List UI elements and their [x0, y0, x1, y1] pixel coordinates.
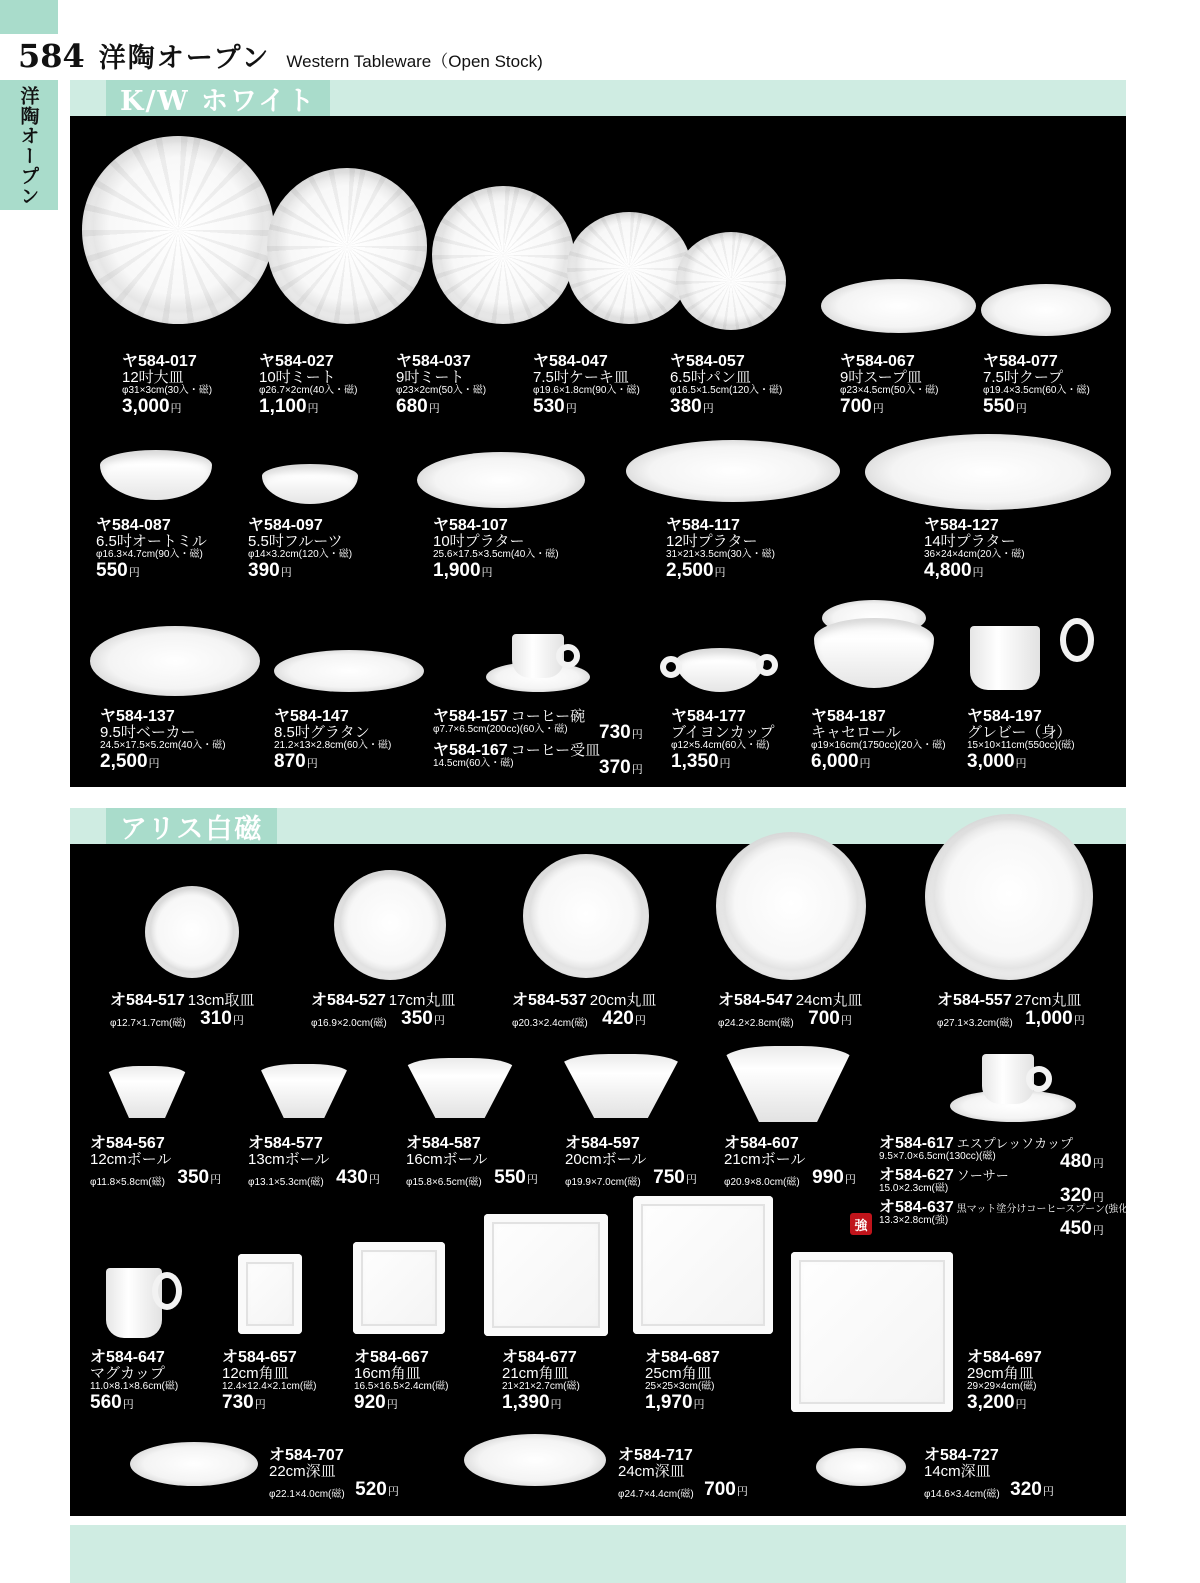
product-label: [983, 353, 1090, 418]
product-name: 22cm深皿: [269, 1463, 336, 1481]
product-label: [311, 992, 455, 1030]
product-name: コーヒー碗: [510, 708, 586, 725]
product-label: [565, 1135, 697, 1189]
product-price: 700: [704, 1479, 736, 1501]
product-code: オ584-657: [222, 1349, 297, 1366]
oatmeal-bowl-image: [100, 450, 212, 500]
product-name: 27cm丸皿: [1014, 992, 1082, 1009]
product-name: 9.5吋ベーカー: [100, 724, 196, 742]
plate-9in-image: [432, 186, 574, 324]
product-price: 430: [336, 1167, 368, 1189]
product-name: 16cmボール: [406, 1151, 488, 1169]
product-spec: φ23×4.5cm(50入・磁): [840, 385, 939, 397]
product-label: [724, 1135, 856, 1189]
product-code: ヤ584-037: [396, 353, 471, 370]
product-code: ヤ584-107: [433, 517, 508, 534]
side-tab-label: 洋陶オープン: [17, 86, 40, 206]
deep-plate-24cm-image: [464, 1434, 606, 1486]
product-price: 4,800: [924, 560, 972, 582]
product-name: 9吋スープ皿: [840, 369, 922, 387]
bowl-20cm-image: [560, 1054, 682, 1118]
product-spec: φ11.8×5.8cm(磁): [90, 1177, 165, 1189]
product-spec: 31×21×3.5cm(30入・磁): [666, 549, 775, 561]
product-spec: 36×24×4cm(20入・磁): [924, 549, 1025, 561]
yen-unit: 円: [170, 403, 182, 416]
product-name: 10吋プラター: [433, 533, 525, 551]
product-spec: 14.5cm(60入・磁): [433, 758, 514, 770]
product-code: オ584-647: [90, 1349, 165, 1366]
product-code: オ584-547: [718, 992, 793, 1009]
product-name: エスプレッソカップ: [956, 1136, 1073, 1151]
product-name: 6.5吋オートミル: [96, 533, 207, 551]
product-label: [666, 517, 775, 582]
yen-unit: 円: [972, 567, 984, 580]
product-name: 17cm丸皿: [388, 992, 456, 1009]
product-name: 10吋ミート: [259, 369, 336, 387]
yen-unit: 円: [387, 1486, 399, 1499]
yen-unit: 円: [1092, 1192, 1104, 1204]
product-name: 8.5吋グラタン: [274, 724, 370, 742]
plate-17cm-image: [334, 870, 446, 980]
product-spec: φ12.7×1.7cm(磁): [110, 1017, 186, 1029]
product-code: ヤ584-117: [666, 517, 740, 534]
product-spec: 16.5×16.5×2.4cm(磁): [354, 1381, 449, 1393]
product-label: [96, 517, 207, 582]
plate-13cm-image: [145, 886, 239, 978]
product-spec: φ16.9×2.0cm(磁): [311, 1017, 387, 1029]
product-name: 24cm丸皿: [795, 992, 863, 1009]
product-name: 24cm深皿: [618, 1463, 685, 1481]
product-label: [122, 353, 212, 418]
product-price: 450: [1060, 1218, 1092, 1239]
product-price: 870: [274, 751, 306, 773]
product-spec: φ26.7×2cm(40入・磁): [259, 385, 358, 397]
product-name: 黒マット塗分けコーヒースプーン(強化): [956, 1204, 1132, 1216]
yen-unit: 円: [634, 1015, 646, 1028]
product-label: [924, 517, 1025, 582]
yen-unit: 円: [232, 1015, 244, 1028]
product-spec: φ19.9×7.0cm(磁): [565, 1177, 641, 1189]
product-code: オ584-727: [924, 1447, 999, 1464]
soup-plate-image: [821, 279, 976, 333]
product-code: オ584-537: [512, 992, 587, 1009]
yen-unit: 円: [210, 1174, 222, 1187]
product-code: オ584-627: [879, 1167, 954, 1185]
product-label: [512, 992, 656, 1030]
gravy-handle-image: [1060, 618, 1094, 662]
product-label: [259, 353, 357, 418]
product-spec: 25×25×3cm(磁): [645, 1381, 715, 1393]
plate-27cm-image: [925, 814, 1093, 980]
yen-unit: 円: [872, 403, 884, 416]
square-plate-29cm-image: [791, 1252, 953, 1412]
product-label: [406, 1135, 538, 1189]
product-price: 370: [599, 757, 631, 778]
product-label: [811, 708, 946, 773]
yen-unit: 円: [122, 1399, 134, 1412]
product-code: オ584-637: [879, 1199, 954, 1217]
product-label: [967, 1349, 1042, 1414]
section-alice-title: アリス白磁: [106, 808, 277, 844]
product-name: 12吋大皿: [122, 369, 184, 387]
product-spec: 15×10×11cm(550cc)(磁): [967, 740, 1075, 752]
yen-unit: 円: [386, 1399, 398, 1412]
product-label: [248, 517, 352, 582]
product-code: オ584-677: [502, 1349, 577, 1366]
product-name: 14cm深皿: [924, 1463, 991, 1481]
product-label: [924, 1447, 1054, 1501]
product-name: 7.5吋ケーキ皿: [533, 369, 629, 387]
product-name: 7.5吋クープ: [983, 369, 1064, 387]
product-spec: φ31×3cm(30入・磁): [122, 385, 213, 397]
product-code: ヤ584-067: [840, 353, 915, 370]
product-spec: φ24.7×4.4cm(磁): [618, 1489, 694, 1501]
platter-12in-image: [626, 440, 840, 502]
product-spec: φ22.1×4.0cm(磁): [269, 1489, 345, 1501]
product-name: グレビー（身）: [967, 724, 1072, 742]
product-spec: φ16.3×4.7cm(90入・磁): [96, 549, 203, 561]
product-price: 380: [670, 396, 702, 418]
square-plate-16cm-image: [353, 1242, 445, 1334]
product-code: オ584-527: [311, 992, 386, 1009]
yen-unit: 円: [307, 403, 319, 416]
coupe-image: [981, 284, 1111, 336]
product-price: 350: [177, 1167, 210, 1189]
yen-unit: 円: [685, 1174, 697, 1187]
product-name: 29cm角皿: [967, 1365, 1034, 1383]
section-kw-title: K/W ホワイト: [106, 80, 330, 116]
product-label: [90, 1135, 221, 1189]
product-price: 320: [1060, 1185, 1092, 1206]
product-price: 420: [602, 1008, 634, 1030]
product-label: [100, 708, 226, 773]
product-label: [433, 517, 559, 582]
product-price: 320: [1010, 1479, 1042, 1501]
product-code: オ584-697: [967, 1349, 1042, 1366]
yen-unit: 円: [1015, 758, 1027, 771]
bouillon-handle-right-image: [756, 654, 778, 676]
product-label: [222, 1349, 317, 1414]
product-spec: φ13.1×5.3cm(磁): [248, 1177, 324, 1189]
yen-unit: 円: [550, 1399, 562, 1412]
product-spec: φ15.8×6.5cm(磁): [406, 1177, 482, 1189]
product-spec: 24.5×17.5×5.2cm(40入・磁): [100, 740, 226, 752]
product-label: [502, 1349, 580, 1414]
product-spec: φ27.1×3.2cm(磁): [937, 1017, 1013, 1029]
mug-image: [106, 1268, 162, 1338]
product-code: オ584-707: [269, 1447, 344, 1464]
product-code: オ584-587: [406, 1135, 481, 1152]
product-price: 6,000: [811, 751, 859, 773]
yen-unit: 円: [254, 1399, 266, 1412]
product-code: ヤ584-057: [670, 353, 745, 370]
bowl-21cm-image: [722, 1046, 854, 1122]
product-name: 20cmボール: [565, 1151, 647, 1169]
product-code: ヤ584-137: [100, 708, 175, 725]
product-spec: φ20.9×8.0cm(磁): [724, 1177, 800, 1189]
product-name: 16cm角皿: [354, 1365, 421, 1383]
product-spec: φ19.6×1.8cm(90入・磁): [533, 385, 640, 397]
product-price: 1,970: [645, 1392, 693, 1414]
product-price: 350: [401, 1008, 433, 1030]
gravy-boat-image: [970, 626, 1040, 690]
product-price: 3,000: [122, 396, 170, 418]
product-price: 550: [494, 1167, 526, 1189]
product-code: ヤ584-177: [671, 708, 746, 725]
product-label: [671, 708, 775, 773]
product-price: 730: [222, 1392, 254, 1414]
square-plate-21cm-image: [484, 1214, 608, 1336]
product-price: 1,000: [1025, 1008, 1073, 1030]
product-label: [618, 1447, 748, 1501]
product-spec: φ19×16cm(1750cc)(20入・磁): [811, 740, 946, 752]
product-price: 3,000: [967, 751, 1015, 773]
product-name: 13cmボール: [248, 1151, 330, 1169]
product-code: オ584-717: [618, 1447, 693, 1464]
bouillon-cup-image: [676, 648, 764, 692]
product-price: 530: [533, 396, 565, 418]
product-name: ソーサー: [956, 1168, 1009, 1184]
plate-10in-image: [267, 168, 427, 324]
platter-10in-image: [417, 452, 585, 508]
product-code: オ584-607: [724, 1135, 799, 1152]
product-price: 750: [653, 1167, 685, 1189]
yen-unit: 円: [1092, 1158, 1104, 1170]
yen-unit: 円: [481, 567, 493, 580]
yen-unit: 円: [631, 764, 643, 776]
footer-band: [70, 1525, 1126, 1583]
product-spec: φ7.7×6.5cm(200cc)(60入・磁): [433, 724, 568, 736]
product-spec: 15.0×2.3cm(磁): [879, 1183, 949, 1195]
product-code: オ584-517: [110, 992, 185, 1009]
product-code: オ584-687: [645, 1349, 720, 1366]
product-label: [433, 708, 600, 770]
casserole-image: [814, 618, 934, 688]
product-price: 730: [599, 722, 631, 743]
deep-plate-22cm-image: [130, 1442, 258, 1486]
product-label: [718, 992, 862, 1030]
square-plate-12cm-image: [238, 1254, 302, 1334]
product-code: ヤ584-047: [533, 353, 608, 370]
product-name: 20cm丸皿: [589, 992, 657, 1009]
product-price: 560: [90, 1392, 122, 1414]
yen-unit: 円: [631, 729, 643, 741]
product-label: [110, 992, 254, 1030]
product-label: [937, 992, 1085, 1030]
fruit-bowl-image: [262, 464, 358, 504]
product-spec: 12.4×12.4×2.1cm(磁): [222, 1381, 317, 1393]
product-label: [269, 1447, 399, 1501]
plate-24cm-image: [716, 832, 866, 980]
baker-image: [90, 626, 260, 696]
plate-65in-image: [676, 232, 786, 330]
yen-unit: 円: [148, 758, 160, 771]
yen-unit: 円: [565, 403, 577, 416]
yen-unit: 円: [433, 1015, 445, 1028]
yen-unit: 円: [280, 567, 292, 580]
product-name: マグカップ: [90, 1365, 165, 1383]
product-code: ヤ584-167: [433, 742, 508, 760]
product-label: [533, 353, 640, 418]
product-spec: 29×29×4cm(磁): [967, 1381, 1037, 1393]
product-price: 550: [983, 396, 1015, 418]
product-spec: φ14×3.2cm(120入・磁): [248, 549, 353, 561]
yen-unit: 円: [840, 1015, 852, 1028]
product-code: オ584-567: [90, 1135, 165, 1152]
product-name: 21cmボール: [724, 1151, 806, 1169]
yen-unit: 円: [526, 1174, 538, 1187]
product-name: 9吋ミート: [396, 369, 465, 387]
product-spec: 21×21×2.7cm(磁): [502, 1381, 580, 1393]
product-name: 21cm角皿: [502, 1365, 569, 1383]
product-code: ヤ584-087: [96, 517, 171, 534]
product-code: オ584-577: [248, 1135, 323, 1152]
product-name: ブイヨンカップ: [671, 724, 775, 742]
bowl-12cm-image: [106, 1066, 188, 1118]
product-spec: φ12×5.4cm(60入・磁): [671, 740, 770, 752]
plate-75in-image: [567, 212, 691, 324]
product-label: [396, 353, 486, 418]
yen-unit: 円: [368, 1174, 380, 1187]
product-code: オ584-617: [879, 1135, 954, 1152]
espresso-handle-image: [1026, 1066, 1052, 1092]
product-name: コーヒー受皿: [510, 742, 601, 760]
yen-unit: 円: [1042, 1486, 1054, 1499]
product-label: [645, 1349, 720, 1414]
yen-unit: 円: [844, 1174, 856, 1187]
product-code: ヤ584-127: [924, 517, 999, 534]
product-name: 6.5吋パン皿: [670, 369, 751, 387]
yen-unit: 円: [702, 403, 714, 416]
product-price: 680: [396, 396, 428, 418]
yen-unit: 円: [693, 1399, 705, 1412]
yen-unit: 円: [306, 758, 318, 771]
product-name: 14吋プラター: [924, 533, 1016, 551]
product-price: 700: [840, 396, 872, 418]
product-price: 700: [808, 1008, 840, 1030]
yen-unit: 円: [719, 758, 731, 771]
product-code: ヤ584-187: [811, 708, 886, 725]
page-header: [18, 36, 543, 76]
product-price: 990: [812, 1167, 844, 1189]
product-code: ヤ584-077: [983, 353, 1058, 370]
product-spec: φ14.6×3.4cm(磁): [924, 1489, 1000, 1501]
product-label: [879, 1135, 1132, 1227]
product-code: ヤ584-027: [259, 353, 334, 370]
product-price: 1,350: [671, 751, 719, 773]
yen-unit: 円: [859, 758, 871, 771]
product-price: 520: [355, 1479, 387, 1501]
yen-unit: 円: [1092, 1225, 1104, 1237]
product-price: 3,200: [967, 1392, 1015, 1414]
product-price: 1,100: [259, 396, 307, 418]
yen-unit: 円: [1015, 403, 1027, 416]
product-label: [840, 353, 938, 418]
coffee-cup-handle-image: [556, 644, 580, 668]
page-number: 584: [18, 37, 85, 75]
product-name: 25cm角皿: [645, 1365, 712, 1383]
product-spec: 25.6×17.5×3.5cm(40入・磁): [433, 549, 559, 561]
product-label: [967, 708, 1075, 773]
bowl-16cm-image: [404, 1058, 516, 1118]
product-label: [670, 353, 782, 418]
product-code: ヤ584-017: [122, 353, 197, 370]
product-price: 480: [1060, 1151, 1092, 1172]
product-spec: φ19.4×3.5cm(60入・磁): [983, 385, 1090, 397]
page-title: 洋陶オープン: [98, 43, 271, 74]
product-code: オ584-557: [937, 992, 1012, 1009]
product-spec: 9.5×7.0×6.5cm(130cc)(磁): [879, 1151, 996, 1163]
product-spec: φ24.2×2.8cm(磁): [718, 1017, 794, 1029]
product-price: 310: [200, 1008, 232, 1030]
product-name: 13cm取皿: [187, 992, 255, 1009]
product-code: ヤ584-197: [967, 708, 1042, 725]
product-name: キャセロール: [811, 724, 901, 742]
product-code: ヤ584-147: [274, 708, 349, 725]
deep-plate-14cm-image: [816, 1448, 906, 1486]
product-spec: φ20.3×2.4cm(磁): [512, 1017, 588, 1029]
yen-unit: 円: [1073, 1015, 1085, 1028]
square-plate-25cm-image: [633, 1196, 773, 1334]
product-code: オ584-667: [354, 1349, 429, 1366]
product-price: 390: [248, 560, 280, 582]
product-price: 2,500: [100, 751, 148, 773]
yen-unit: 円: [714, 567, 726, 580]
yen-unit: 円: [736, 1486, 748, 1499]
yen-unit: 円: [1015, 1399, 1027, 1412]
side-tab: [0, 80, 58, 210]
product-code: ヤ584-157: [433, 708, 508, 725]
product-price: 1,900: [433, 560, 481, 582]
plate-20cm-image: [523, 854, 649, 978]
gratin-image: [274, 650, 424, 692]
mug-handle-image: [152, 1272, 182, 1310]
corner-tab: [0, 0, 58, 34]
product-price: 1,390: [502, 1392, 550, 1414]
platter-14in-image: [865, 434, 1111, 510]
product-name: 12吋プラター: [666, 533, 758, 551]
product-name: 5.5吋フルーツ: [248, 533, 343, 551]
product-spec: 13.3×2.8cm(強): [879, 1215, 949, 1227]
product-spec: 21.2×13×2.8cm(60入・磁): [274, 740, 392, 752]
bouillon-handle-left-image: [660, 656, 682, 678]
product-label: [248, 1135, 380, 1189]
product-spec: 11.0×8.1×8.6cm(磁): [90, 1381, 179, 1393]
product-code: オ584-597: [565, 1135, 640, 1152]
product-price: 550: [96, 560, 128, 582]
plate-12in-image: [82, 136, 274, 324]
product-name: 12cm角皿: [222, 1365, 289, 1383]
product-price: 2,500: [666, 560, 714, 582]
section-kw-panel: [70, 116, 1126, 787]
product-code: ヤ584-097: [248, 517, 323, 534]
product-name: 12cmボール: [90, 1151, 172, 1169]
yen-unit: 円: [428, 403, 440, 416]
yen-unit: 円: [128, 567, 140, 580]
product-price: 920: [354, 1392, 386, 1414]
product-label: [274, 708, 391, 773]
product-spec: φ16.5×1.5cm(120入・磁): [670, 385, 783, 397]
strong-badge: 強: [850, 1213, 872, 1235]
product-spec: φ23×2cm(50入・磁): [396, 385, 487, 397]
product-label: [354, 1349, 449, 1414]
page-subtitle: Western Tableware（Open Stock): [286, 52, 543, 71]
product-label: [90, 1349, 178, 1414]
bowl-13cm-image: [258, 1064, 350, 1118]
